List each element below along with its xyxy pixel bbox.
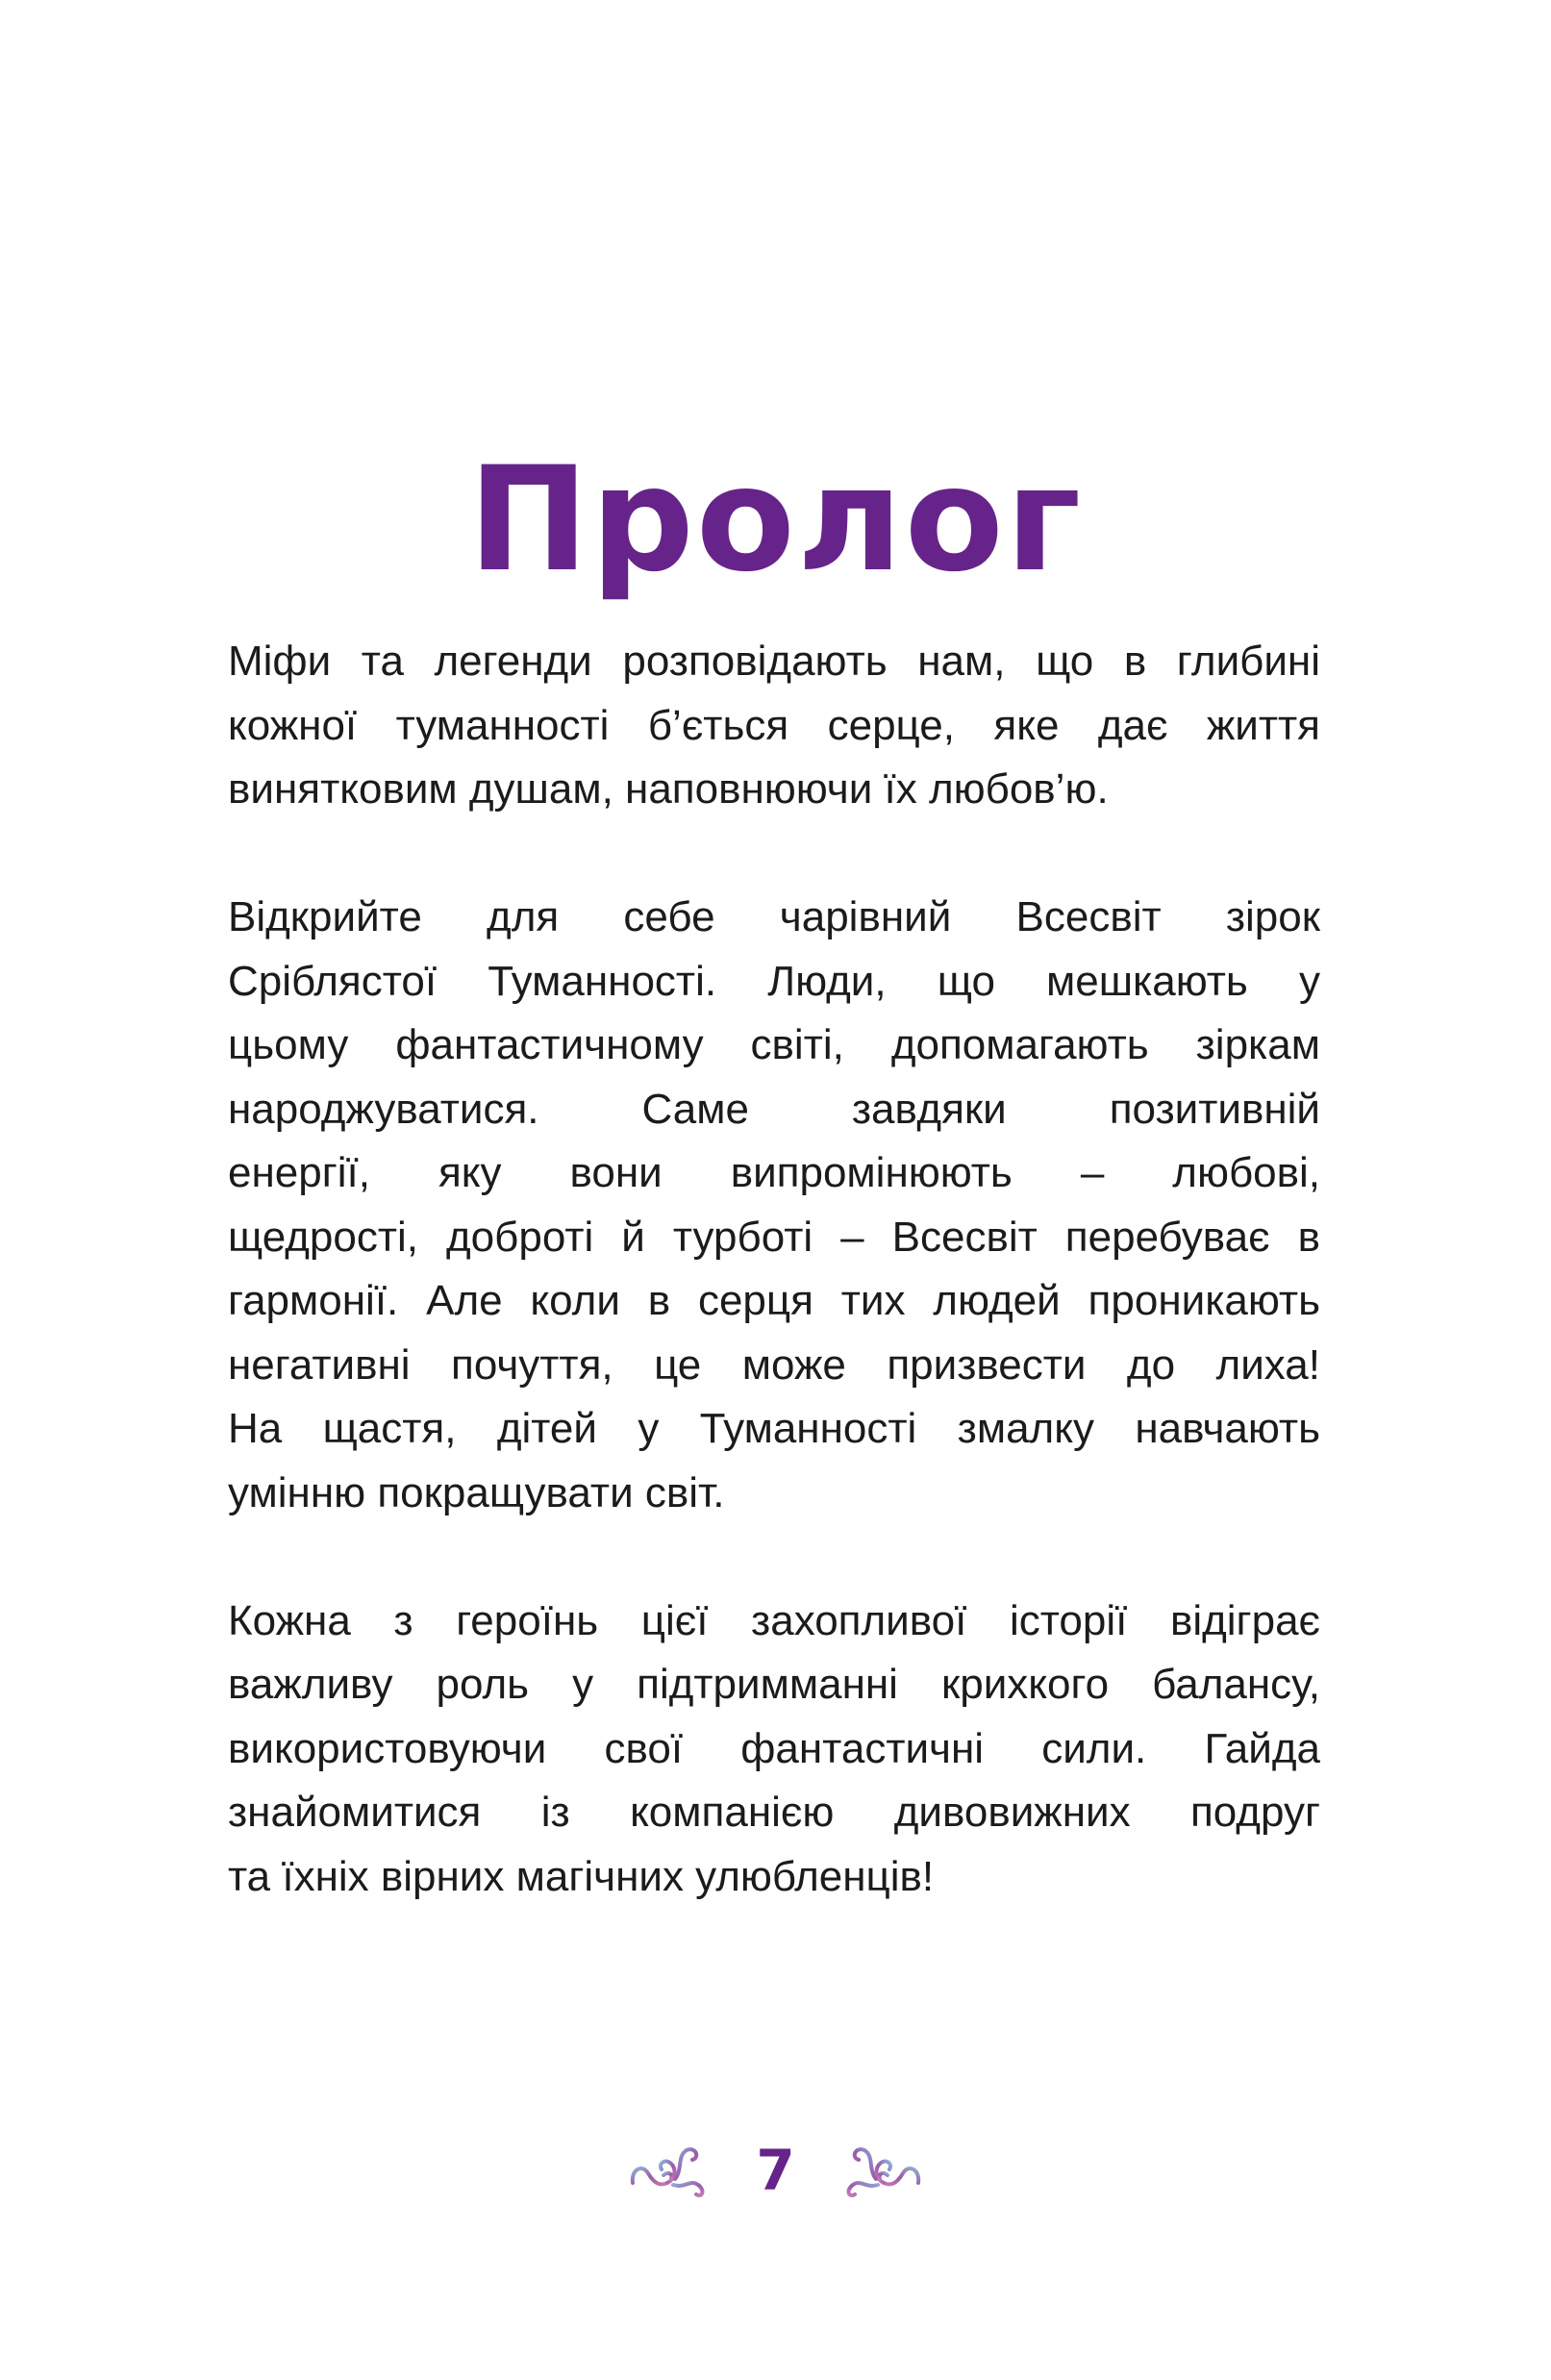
paragraph-3 [228,1590,1320,1910]
page-footer [0,2137,1551,2204]
text-line: знайомитися із компанією дивовижних подруг [228,1789,1320,1836]
swirl-ornament-icon [836,2141,924,2200]
text-line: гармонії. Але коли в серця тих людей проникають [228,1277,1320,1324]
text-line: Кожна з героїнь цієї захопливої історії відіграє [228,1596,1320,1644]
text-line: важливу роль у підтримманні крихкого балансу, [228,1661,1320,1708]
text-line: Сріблястої Туманності. Люди, що мешкають у [228,957,1320,1005]
text-line: та їхніх вірних магічних улюбленців! [228,1852,935,1900]
text-line: цьому фантастичному світі, допомагають зіркам [228,1021,1320,1068]
text-line: умінню покращувати світ. [228,1468,725,1516]
text-line: щедрості, доброті й турботі – Всесвіт перебуває в [228,1213,1320,1261]
page-number: 7 [756,2138,795,2203]
text-line: винятковим душам, наповнюючи їх любов’ю. [228,765,1109,813]
swirl-ornament-icon [627,2141,715,2200]
text-line: Міфи та легенди розповідають нам, що в глибині [228,638,1320,685]
text-line: кожної туманності б’ється серце, яке дає життя [228,701,1320,749]
paragraph-1 [228,630,1320,822]
text-line: негативні почуття, це може призвести до лиха! [228,1340,1320,1389]
text-line: використовуючи свої фантастичні сили. Гайда [228,1724,1320,1772]
text-line: енергії, яку вони випромінюють – любові, [228,1149,1320,1196]
paragraph-2 [228,886,1320,1525]
text-line: Відкрийте для себе чарівний Всесвіт зірок [228,893,1320,940]
page-title: Пролог [467,436,1084,604]
text-line: На щастя, дітей у Туманності змалку навчають [228,1405,1320,1452]
text-line: народжуватися. Саме завдяки позитивній [228,1085,1320,1133]
prologue-text [228,630,1320,1973]
